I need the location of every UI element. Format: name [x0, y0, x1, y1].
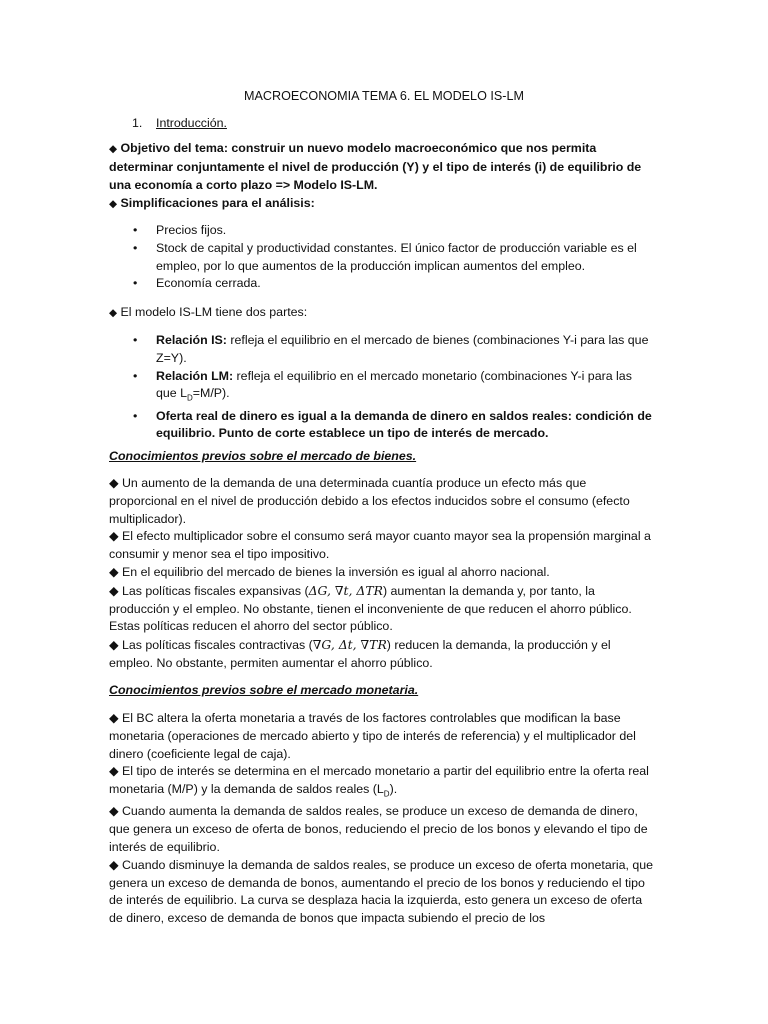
paragraph: ◆ El efecto multiplicador sobre el consumo será mayor cuanto mayor sea la propensión marginal a consumir y menor sea el tipo impositivo. — [109, 529, 651, 562]
paragraph: ◆ En el equilibrio del mercado de bienes la inversión es igual al ahorro nacional. — [109, 564, 550, 579]
diamond-bullet-icon: ◆ — [109, 307, 118, 319]
document-title: MACROECONOMIA TEMA 6. EL MODELO IS-LM — [244, 89, 524, 103]
objective-paragraph — [109, 140, 655, 194]
list-item: • Relación IS: refleja el equilibrio en el mercado de bienes (combinaciones Y-i para las que Z=Y). — [133, 333, 649, 365]
model-parts-list — [109, 332, 655, 443]
paragraph: ◆ El BC altera la oferta monetaria a través de los factores controlables que modifican la base monetaria (operaciones de mercado abierto y tipo de interés de referencia) y el multiplicador del dinero (coeficiente legal de caja). — [109, 711, 636, 761]
bullet-icon: • — [133, 368, 138, 383]
paragraph: ◆ Cuando aumenta la demanda de saldos reales, se produce un exceso de demanda de dinero, que genera un exceso de oferta de bonos, reduciendo el precio de los bonos y elevando el tipo de interés de equilibrio. — [109, 804, 648, 855]
simplifications-list — [109, 222, 655, 293]
simplifications-paragraph — [109, 195, 655, 214]
section-number: 1. — [132, 116, 143, 130]
paragraph: ◆ El tipo de interés se determina en el mercado monetario a partir del equilibrio entre la oferta real monetaria (M/P) y la demanda de saldos reales $(L_D)$. — [109, 764, 649, 799]
list-item: • Precios fijos. — [109, 222, 655, 240]
paragraph: ◆ Cuando disminuye la demanda de saldos reales, se produce un exceso de oferta monetaria, que genera un exceso de demanda de bonos, aumentando el precio de los bonos y reduciendo el tipo de interés de equilibrio. La curva se desplaza hacia la izquierda, esto genera un exceso de oferta de dinero, exceso de demanda de bonos que impacta subiendo el precio de los — [109, 857, 654, 926]
section-label: Introducción. — [156, 116, 227, 130]
list-item: • Economía cerrada. — [109, 275, 655, 293]
bullet-icon: • — [133, 333, 138, 347]
paragraph: ◆ Las políticas fiscales expansivas (ΔG, ∇t, ΔTR) aumentan la demanda y, por tanto, la producción y el empleo. No obstante, tienen el inconveniente de que reducen el ahorro público. Estas políticas reducen el ahorro del sector público. — [109, 582, 632, 634]
goods-market-body — [109, 475, 655, 673]
diamond-bullet-icon: ◆ — [109, 143, 118, 155]
paragraph: ◆ Un aumento de la demanda de una determinada cuantía produce un efecto más que proporcional en el nivel de producción debido a los efectos inducidos sobre el consumo (efecto multiplicador). — [109, 476, 630, 526]
bullet-icon: • — [133, 223, 138, 237]
money-market-body — [109, 710, 655, 928]
bullet-icon: • — [133, 408, 138, 423]
goods-market-heading: Conocimientos previos sobre el mercado de bienes. — [109, 449, 417, 463]
objective-text: Objetivo del tema: construir un nuevo modelo macroeconómico que nos permita determinar conjuntamente el nivel de producción (Y) y el tipo de interés (i) de equilibrio de una economía a corto plazo => Modelo IS-LM. — [109, 141, 642, 192]
money-market-heading: Conocimientos previos sobre el mercado monetaria. — [109, 683, 419, 697]
paragraph: ◆ Las políticas fiscales contractivas (∇G, Δt, ∇TR) reducen la demanda, la producción y el empleo. No obstante, permiten aumentar el ahorro público. — [109, 637, 611, 670]
simplifications-text: Simplificaciones para el análisis: — [120, 196, 315, 210]
list-item: • Relación LM: refleja el equilibrio en el mercado monetario (combinaciones Y-i para las que $L_D=M/P$). — [133, 368, 632, 403]
bullet-icon: • — [133, 240, 138, 255]
model-parts-paragraph — [109, 304, 655, 323]
section-heading-introduccion — [132, 115, 552, 133]
bullet-icon: • — [133, 276, 138, 291]
list-item: • Oferta real de dinero es igual a la demanda de dinero en saldos reales: condición de equilibrio. Punto de corte establece un tipo de interés de mercado. — [133, 408, 652, 441]
model-parts-text: El modelo IS-LM tiene dos partes: — [120, 305, 308, 319]
diamond-bullet-icon: ◆ — [109, 198, 118, 210]
list-item: • Stock de capital y productividad constantes. El único factor de producción variable es el empleo, por lo que aumentos de la producción implican aumentos del empleo. — [133, 240, 637, 273]
